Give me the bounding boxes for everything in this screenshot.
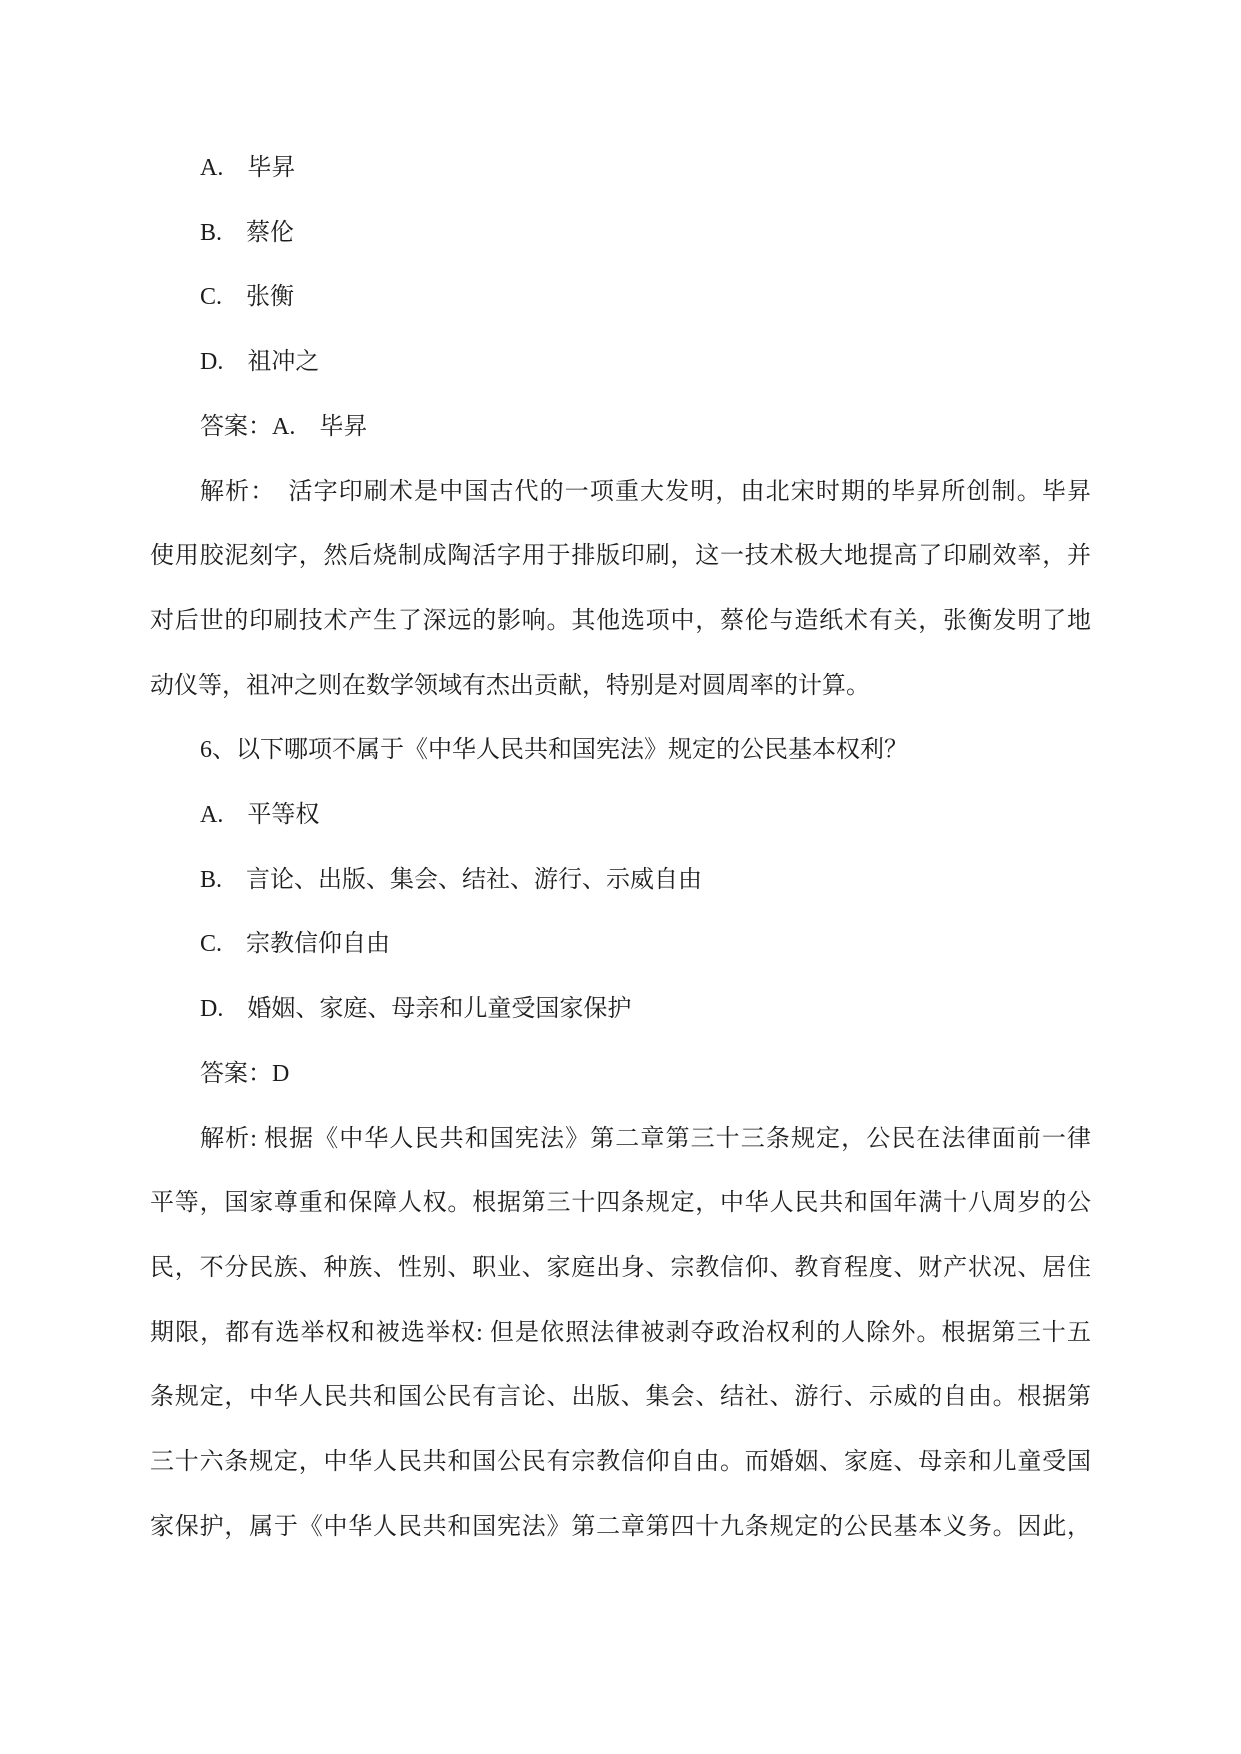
page-content bbox=[150, 136, 1091, 1559]
q6-option-b: B. 言论、出版、集会、结社、游行、示威自由 bbox=[200, 866, 703, 893]
q6-analysis-line-1: 解析: 根据《中华人民共和国宪法》第二章第三十三条规定，公民在法律面前一律 bbox=[200, 1125, 1091, 1152]
q6-option-a: A. 平等权 bbox=[200, 802, 320, 829]
q5-analysis-line-3: 对后世的印刷技术产生了深远的影响。其他选项中，蔡伦与造纸术有关，张衡发明了地 bbox=[150, 607, 1091, 634]
q5-option-c: C. 张衡 bbox=[200, 284, 295, 311]
q6-option-c: C. 宗教信仰自由 bbox=[200, 931, 391, 958]
q5-option-d: D. 祖冲之 bbox=[200, 349, 320, 376]
q5-option-b: B. 蔡伦 bbox=[200, 219, 295, 246]
q5-option-a: A. 毕昇 bbox=[200, 155, 296, 181]
q6-analysis-line-7: 家保护，属于《中华人民共和国宪法》第二章第四十九条规定的公民基本义务。因此， bbox=[150, 1513, 1091, 1540]
q6-analysis-line-4: 期限，都有选举权和被选举权: 但是依照法律被剥夺政治权利的人除外。根据第三十五 bbox=[150, 1319, 1091, 1346]
q5-analysis-line-4: 动仪等，祖冲之则在数学领域有杰出贡献，特别是对圆周率的计算。 bbox=[150, 672, 870, 699]
q6-option-d: D. 婚姻、家庭、母亲和儿童受国家保护 bbox=[200, 996, 632, 1023]
q6-answer: 答案：D bbox=[200, 1060, 290, 1087]
q6-analysis-line-5: 条规定，中华人民共和国公民有言论、出版、集会、结社、游行、示威的自由。根据第 bbox=[150, 1384, 1091, 1411]
q5-analysis-line-2: 使用胶泥刻字，然后烧制成陶活字用于排版印刷，这一技术极大地提高了印刷效率，并 bbox=[150, 543, 1091, 570]
q6-analysis-line-3: 民，不分民族、种族、性别、职业、家庭出身、宗教信仰、教育程度、财产状况、居住 bbox=[150, 1254, 1091, 1281]
question-5-block bbox=[150, 136, 1091, 718]
q6-analysis-line-2: 平等，国家尊重和保障人权。根据第三十四条规定，中华人民共和国年满十八周岁的公 bbox=[150, 1190, 1091, 1217]
q5-analysis-line-1: 解析： 活字印刷术是中国古代的一项重大发明，由北宋时期的毕昇所创制。毕昇 bbox=[200, 478, 1091, 505]
question-6-block bbox=[150, 718, 1091, 1559]
q5-answer: 答案：A. 毕昇 bbox=[200, 413, 368, 440]
q6-analysis-line-6: 三十六条规定，中华人民共和国公民有宗教信仰自由。而婚姻、家庭、母亲和儿童受国 bbox=[150, 1449, 1091, 1476]
q6-question: 6、以下哪项不属于《中华人民共和国宪法》规定的公民基本权利？ bbox=[200, 737, 908, 764]
